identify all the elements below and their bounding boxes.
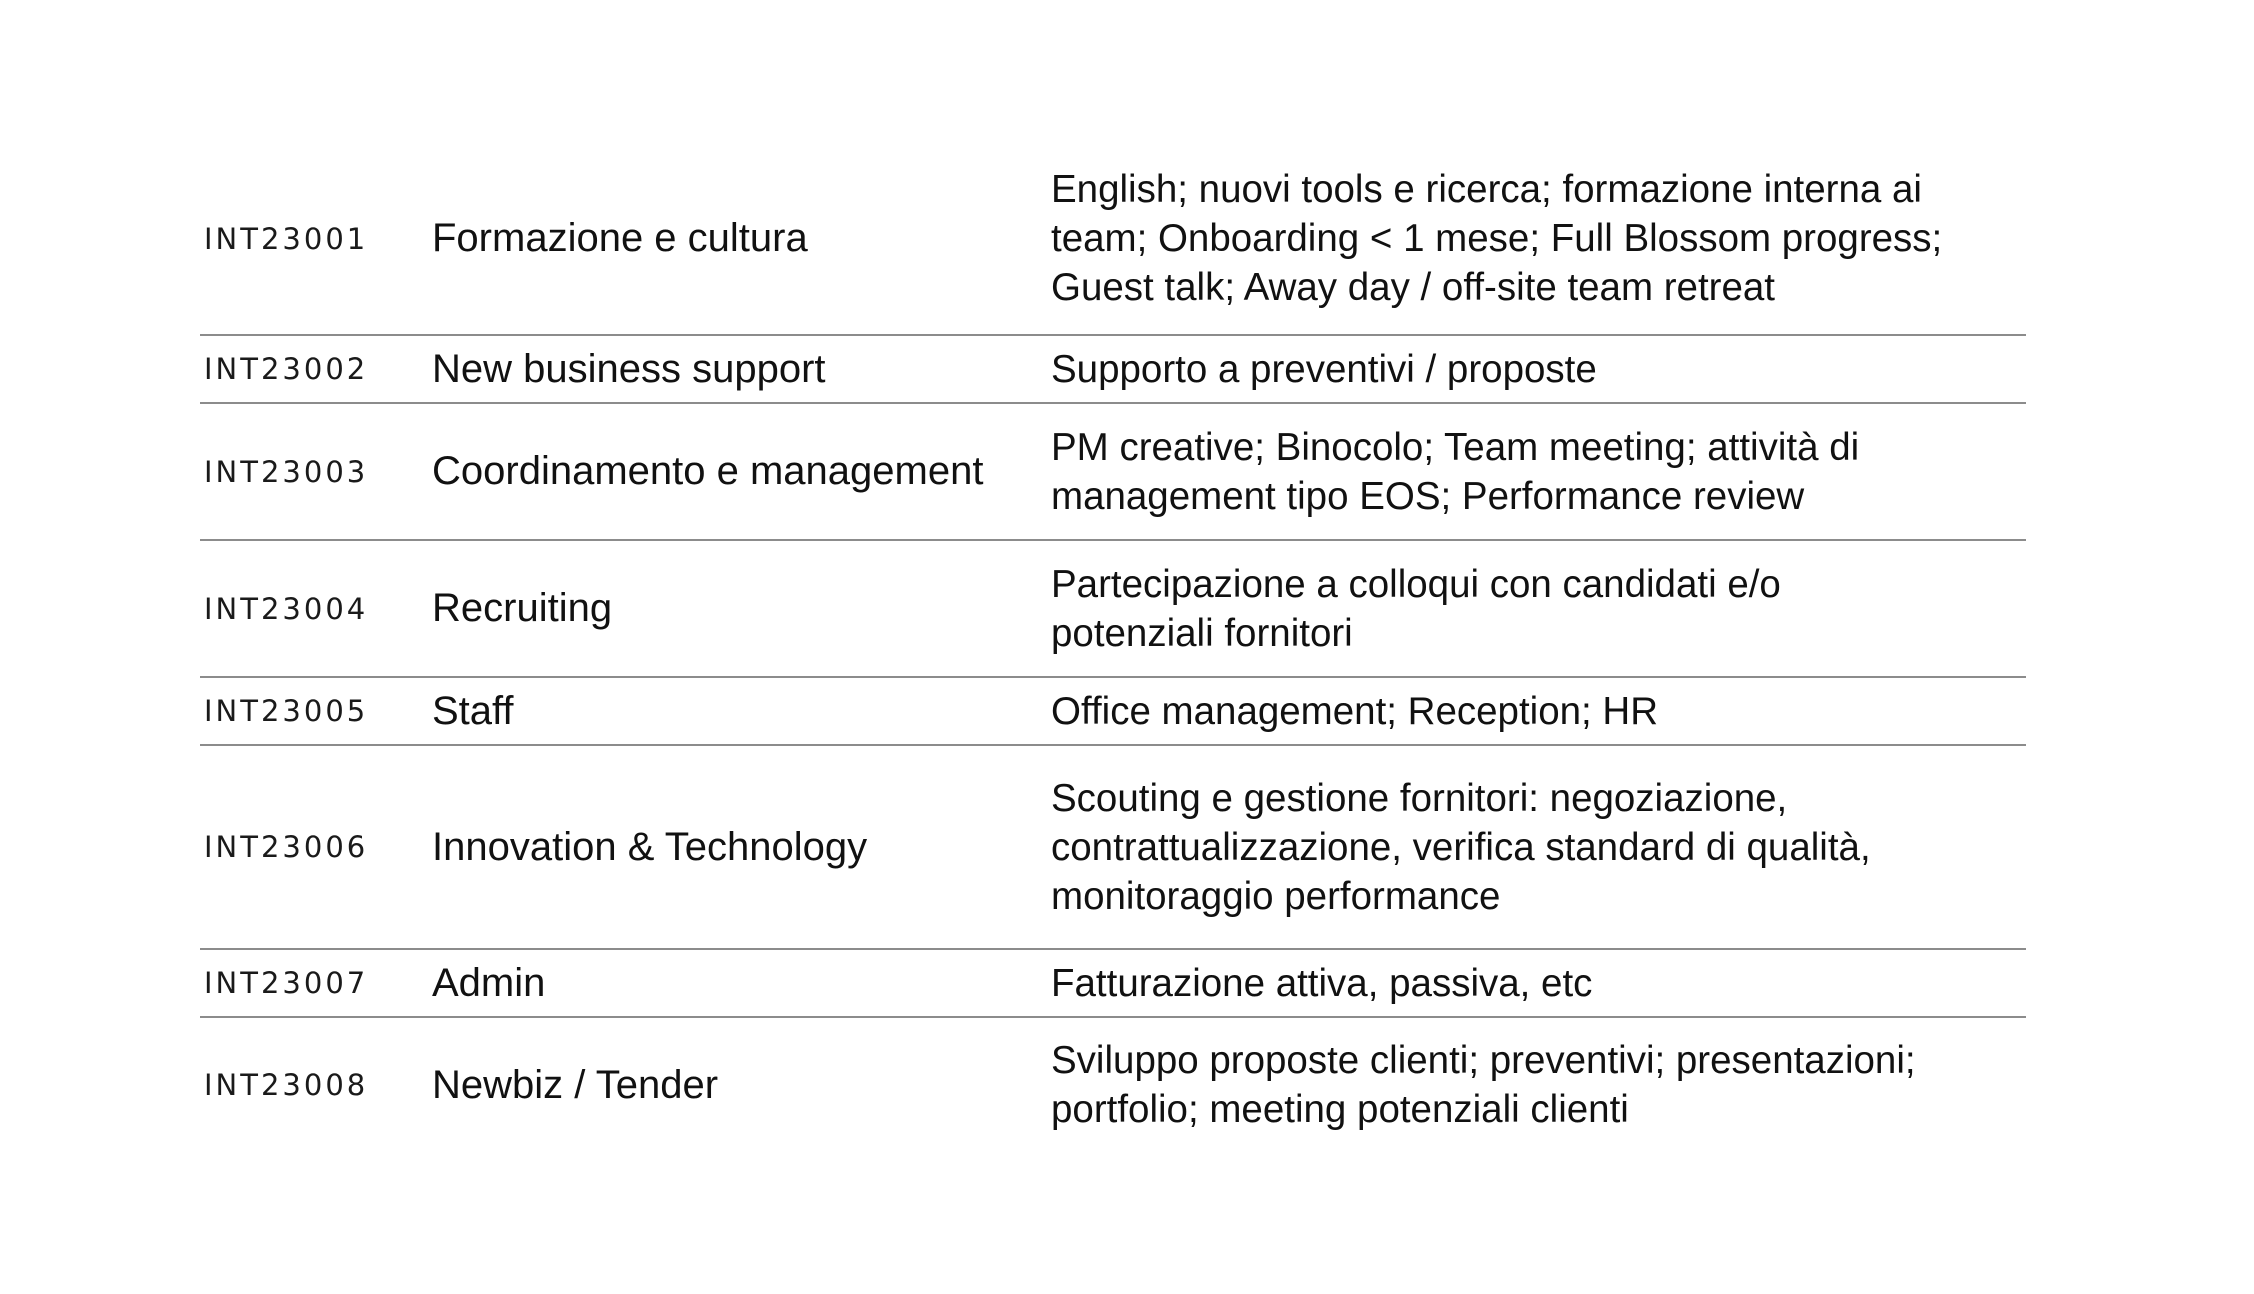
activity-name: New business support bbox=[432, 346, 826, 391]
activity-name: Admin bbox=[432, 960, 546, 1005]
activity-description bbox=[1051, 560, 2026, 658]
activity-code: INT23003 bbox=[204, 454, 369, 489]
description-line: Partecipazione a colloqui con candidati e/o bbox=[1051, 562, 1781, 606]
description-line: Sviluppo proposte clienti; preventivi; presentazioni; bbox=[1051, 1039, 1916, 1082]
table-row bbox=[200, 541, 2026, 678]
activity-name: Innovation & Technology bbox=[432, 824, 868, 869]
description-line: Fatturazione attiva, passiva, etc bbox=[1051, 961, 1593, 1005]
description-line: Supporto a preventivi / proposte bbox=[1051, 347, 1597, 391]
table-row bbox=[200, 404, 2026, 541]
activity-description bbox=[1051, 345, 2026, 394]
table-row bbox=[200, 143, 2026, 336]
activity-name: Newbiz / Tender bbox=[432, 1062, 719, 1107]
description-line: Guest talk; Away day / off-site team retreat bbox=[1051, 266, 1775, 309]
table-row bbox=[200, 1018, 2026, 1152]
description-line: portfolio; meeting potenziali clienti bbox=[1051, 1088, 1629, 1131]
activity-description bbox=[1051, 774, 2026, 921]
description-line: monitoraggio performance bbox=[1051, 874, 1501, 918]
activity-description bbox=[1051, 687, 2026, 736]
description-line: potenziali fornitori bbox=[1051, 611, 1353, 655]
activity-code: INT23001 bbox=[204, 221, 369, 256]
activity-description bbox=[1051, 165, 2026, 312]
activity-name: Formazione e cultura bbox=[432, 216, 808, 260]
activity-description bbox=[1051, 423, 2026, 521]
table-row bbox=[200, 336, 2026, 404]
activity-code: INT23008 bbox=[204, 1068, 369, 1102]
description-line: Scouting e gestione fornitori: negoziazione, bbox=[1051, 776, 1788, 820]
description-line: PM creative; Binocolo; Team meeting; attività di bbox=[1051, 425, 1860, 469]
table-row bbox=[200, 678, 2026, 746]
activity-code: INT23007 bbox=[204, 966, 369, 1000]
activity-description bbox=[1051, 959, 2026, 1008]
activity-name: Recruiting bbox=[432, 586, 613, 630]
description-line: English; nuovi tools e ricerca; formazione interna ai bbox=[1051, 168, 1922, 211]
activity-description bbox=[1051, 1036, 2026, 1134]
activity-code: INT23005 bbox=[204, 694, 369, 728]
description-line: team; Onboarding < 1 mese; Full Blossom progress; bbox=[1051, 217, 1943, 260]
activity-code: INT23002 bbox=[204, 352, 369, 386]
activity-code: INT23006 bbox=[204, 830, 369, 864]
activity-name: Coordinamento e management bbox=[432, 449, 984, 493]
table-row bbox=[200, 950, 2026, 1018]
description-line: contrattualizzazione, verifica standard di qualità, bbox=[1051, 825, 1871, 869]
description-line: management tipo EOS; Performance review bbox=[1051, 474, 1805, 518]
table-row bbox=[200, 746, 2026, 950]
activity-name: Staff bbox=[432, 688, 514, 733]
description-line: Office management; Reception; HR bbox=[1051, 689, 1659, 733]
activity-codes-table bbox=[200, 143, 2026, 1152]
activity-code: INT23004 bbox=[204, 591, 369, 626]
